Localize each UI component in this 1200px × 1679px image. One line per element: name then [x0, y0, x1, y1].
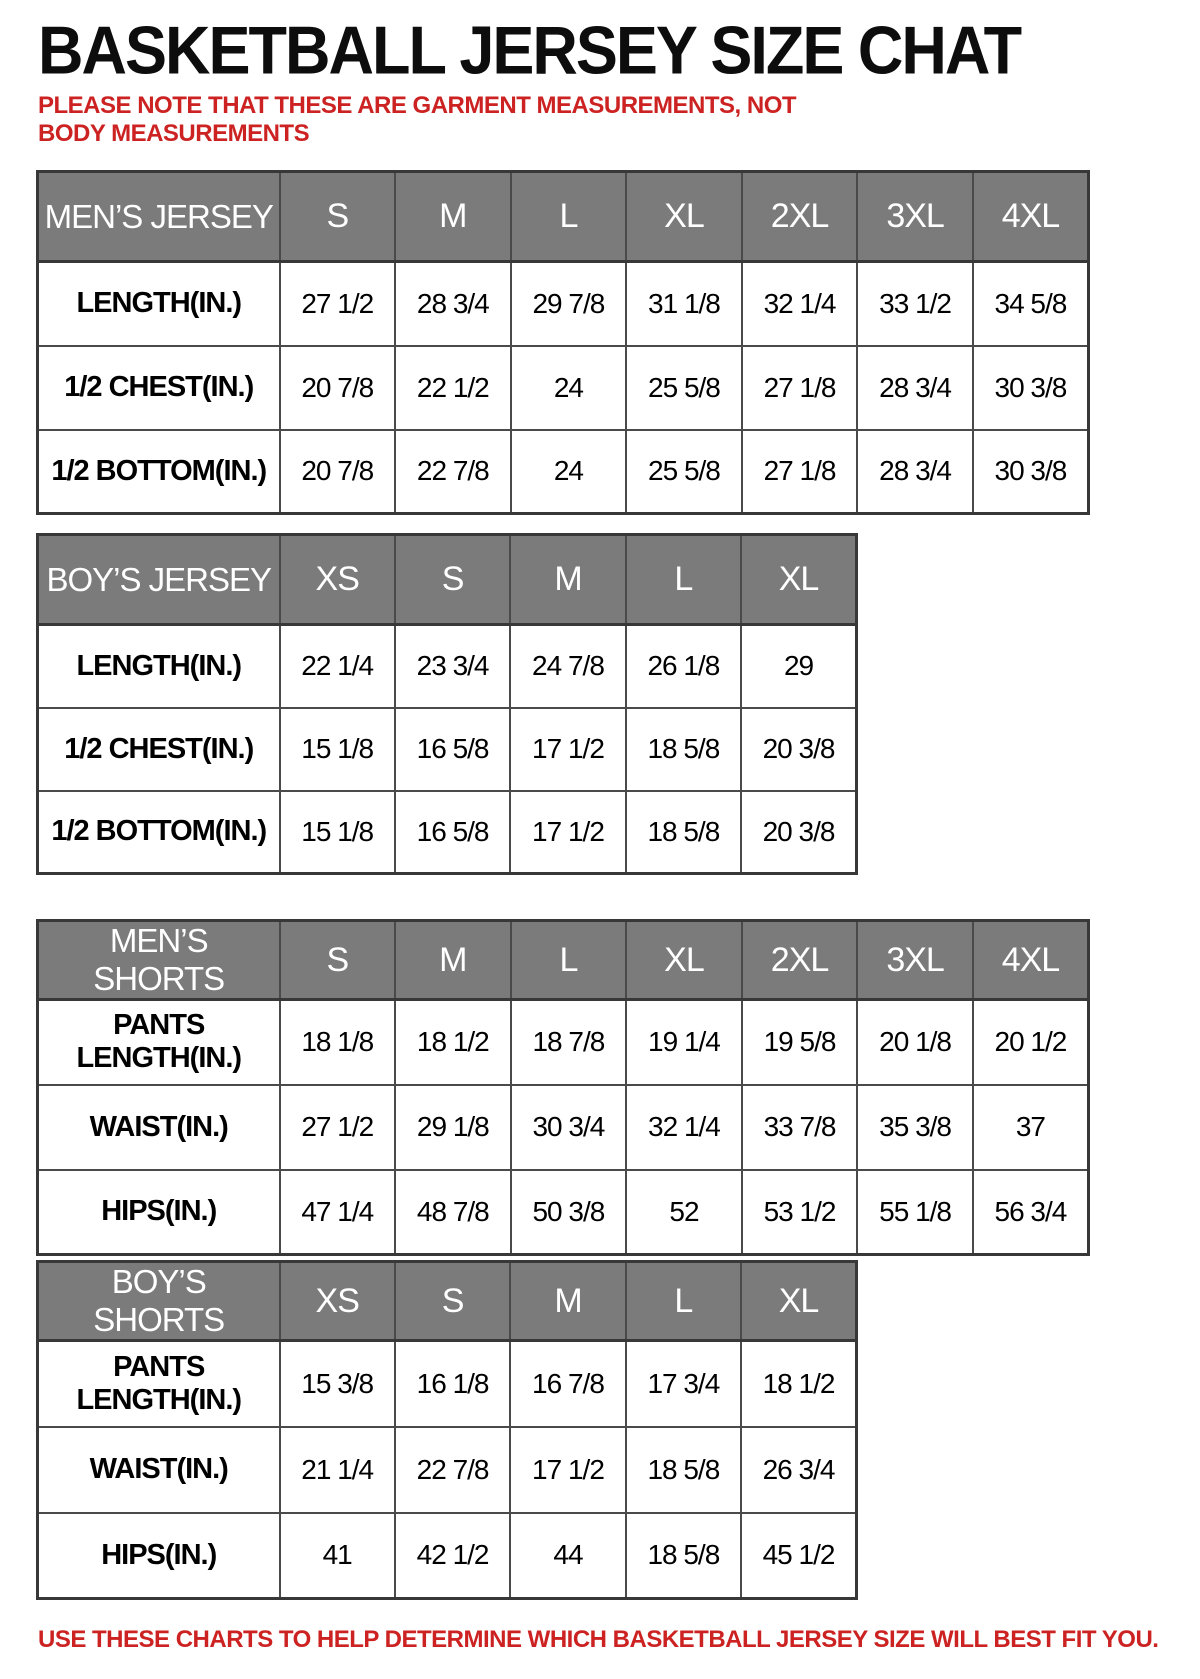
- row-label-cell: PANTS LENGTH(IN.): [38, 1000, 280, 1085]
- measurement-value-cell: 33 7/8: [742, 1085, 858, 1170]
- measurement-value-cell: 20 3/8: [741, 791, 856, 874]
- measurement-value-cell: 42 1/2: [395, 1513, 510, 1599]
- measurement-value-cell: 29: [741, 625, 856, 708]
- row-label-cell: 1/2 BOTTOM(IN.): [38, 791, 280, 874]
- size-header-cell: 3XL: [857, 921, 973, 1000]
- size-header-cell: XL: [741, 535, 856, 625]
- measurement-value-cell: 48 7/8: [395, 1170, 511, 1255]
- measurement-value-cell: 25 5/8: [626, 430, 742, 514]
- measurement-value-cell: 56 3/4: [973, 1170, 1089, 1255]
- measurement-value-cell: 27 1/2: [280, 262, 396, 346]
- measurement-value-cell: 53 1/2: [742, 1170, 858, 1255]
- mens-jersey-table: [36, 170, 1090, 515]
- measurement-row: [38, 791, 857, 874]
- size-header-cell: S: [395, 535, 510, 625]
- table-title-cell: BOY’S JERSEY: [38, 535, 280, 625]
- measurement-row: [38, 1000, 1089, 1085]
- measurement-row: [38, 346, 1089, 430]
- measurement-value-cell: 18 5/8: [626, 1513, 741, 1599]
- measurement-value-cell: 18 5/8: [626, 708, 741, 791]
- garment-measurement-note: PLEASE NOTE THAT THESE ARE GARMENT MEASUREMENTS, NOT BODY MEASUREMENTS: [38, 92, 797, 147]
- measurement-value-cell: 55 1/8: [857, 1170, 973, 1255]
- size-header-cell: M: [510, 1262, 625, 1341]
- row-label-cell: WAIST(IN.): [38, 1427, 280, 1513]
- measurement-value-cell: 44: [510, 1513, 625, 1599]
- measurement-value-cell: 27 1/8: [742, 346, 858, 430]
- table-title-cell: BOY’S SHORTS: [38, 1262, 280, 1341]
- size-header-cell: 4XL: [973, 172, 1089, 262]
- measurement-value-cell: 20 1/8: [857, 1000, 973, 1085]
- row-label-cell: HIPS(IN.): [38, 1170, 280, 1255]
- size-header-cell: XL: [626, 172, 742, 262]
- measurement-value-cell: 24 7/8: [510, 625, 625, 708]
- row-label-cell: LENGTH(IN.): [38, 625, 280, 708]
- measurement-value-cell: 15 1/8: [280, 708, 395, 791]
- row-label-cell: 1/2 CHEST(IN.): [38, 346, 280, 430]
- measurement-value-cell: 26 1/8: [626, 625, 741, 708]
- size-header-cell: L: [511, 172, 627, 262]
- measurement-value-cell: 22 7/8: [395, 430, 511, 514]
- fit-guidance-note: USE THESE CHARTS TO HELP DETERMINE WHICH BASKETBALL JERSEY SIZE WILL BEST FIT YOU.: [38, 1626, 1159, 1653]
- size-header-cell: XL: [626, 921, 742, 1000]
- measurement-value-cell: 25 5/8: [626, 346, 742, 430]
- measurement-value-cell: 15 3/8: [280, 1341, 395, 1427]
- size-header-cell: M: [395, 172, 511, 262]
- measurement-value-cell: 21 1/4: [280, 1427, 395, 1513]
- measurement-value-cell: 50 3/8: [511, 1170, 627, 1255]
- measurement-row: [38, 1341, 857, 1427]
- measurement-value-cell: 34 5/8: [973, 262, 1089, 346]
- table-title-cell: MEN’S SHORTS: [38, 921, 280, 1000]
- size-header-cell: 3XL: [857, 172, 973, 262]
- measurement-value-cell: 22 7/8: [395, 1427, 510, 1513]
- measurement-value-cell: 22 1/2: [395, 346, 511, 430]
- measurement-value-cell: 19 1/4: [626, 1000, 742, 1085]
- measurement-row: [38, 708, 857, 791]
- measurement-value-cell: 30 3/8: [973, 430, 1089, 514]
- measurement-row: [38, 1085, 1089, 1170]
- measurement-value-cell: 29 1/8: [395, 1085, 511, 1170]
- measurement-value-cell: 33 1/2: [857, 262, 973, 346]
- row-label-cell: 1/2 BOTTOM(IN.): [38, 430, 280, 514]
- measurement-value-cell: 17 1/2: [510, 708, 625, 791]
- size-header-cell: XS: [280, 1262, 395, 1341]
- measurement-row: [38, 1170, 1089, 1255]
- size-header-cell: M: [510, 535, 625, 625]
- measurement-value-cell: 31 1/8: [626, 262, 742, 346]
- measurement-value-cell: 47 1/4: [280, 1170, 396, 1255]
- measurement-value-cell: 27 1/8: [742, 430, 858, 514]
- measurement-value-cell: 18 1/2: [395, 1000, 511, 1085]
- measurement-value-cell: 35 3/8: [857, 1085, 973, 1170]
- row-label-cell: HIPS(IN.): [38, 1513, 280, 1599]
- measurement-value-cell: 16 5/8: [395, 791, 510, 874]
- measurement-value-cell: 26 3/4: [741, 1427, 856, 1513]
- measurement-value-cell: 18 5/8: [626, 791, 741, 874]
- row-label-cell: WAIST(IN.): [38, 1085, 280, 1170]
- size-header-cell: L: [626, 535, 741, 625]
- size-header-cell: XL: [741, 1262, 856, 1341]
- measurement-value-cell: 20 3/8: [741, 708, 856, 791]
- table-title-cell: MEN’S JERSEY: [38, 172, 280, 262]
- measurement-value-cell: 41: [280, 1513, 395, 1599]
- size-header-cell: 4XL: [973, 921, 1089, 1000]
- size-header-cell: XS: [280, 535, 395, 625]
- measurement-value-cell: 18 1/2: [741, 1341, 856, 1427]
- boys-shorts-table: [36, 1260, 858, 1600]
- measurement-value-cell: 52: [626, 1170, 742, 1255]
- size-header-cell: 2XL: [742, 921, 858, 1000]
- measurement-value-cell: 32 1/4: [626, 1085, 742, 1170]
- measurement-value-cell: 20 7/8: [280, 346, 396, 430]
- size-header-row: [38, 921, 1089, 1000]
- measurement-value-cell: 16 5/8: [395, 708, 510, 791]
- measurement-value-cell: 37: [973, 1085, 1089, 1170]
- measurement-value-cell: 23 3/4: [395, 625, 510, 708]
- size-header-cell: S: [280, 172, 396, 262]
- row-label-cell: PANTS LENGTH(IN.): [38, 1341, 280, 1427]
- measurement-value-cell: 45 1/2: [741, 1513, 856, 1599]
- mens-shorts-table: [36, 919, 1090, 1256]
- size-header-cell: 2XL: [742, 172, 858, 262]
- measurement-row: [38, 1513, 857, 1599]
- row-label-cell: LENGTH(IN.): [38, 262, 280, 346]
- measurement-value-cell: 28 3/4: [857, 430, 973, 514]
- page-title: BASKETBALL JERSEY SIZE CHAT: [38, 13, 1021, 89]
- measurement-value-cell: 18 5/8: [626, 1427, 741, 1513]
- measurement-value-cell: 29 7/8: [511, 262, 627, 346]
- measurement-value-cell: 32 1/4: [742, 262, 858, 346]
- measurement-value-cell: 24: [511, 346, 627, 430]
- measurement-value-cell: 16 7/8: [510, 1341, 625, 1427]
- measurement-value-cell: 17 3/4: [626, 1341, 741, 1427]
- size-header-cell: S: [395, 1262, 510, 1341]
- measurement-value-cell: 20 1/2: [973, 1000, 1089, 1085]
- measurement-value-cell: 28 3/4: [857, 346, 973, 430]
- measurement-value-cell: 17 1/2: [510, 1427, 625, 1513]
- size-header-cell: L: [511, 921, 627, 1000]
- measurement-value-cell: 20 7/8: [280, 430, 396, 514]
- measurement-value-cell: 28 3/4: [395, 262, 511, 346]
- measurement-value-cell: 22 1/4: [280, 625, 395, 708]
- size-header-row: [38, 535, 857, 625]
- size-header-row: [38, 1262, 857, 1341]
- size-header-cell: M: [395, 921, 511, 1000]
- measurement-row: [38, 1427, 857, 1513]
- measurement-value-cell: 27 1/2: [280, 1085, 396, 1170]
- measurement-value-cell: 18 1/8: [280, 1000, 396, 1085]
- measurement-value-cell: 16 1/8: [395, 1341, 510, 1427]
- measurement-row: [38, 625, 857, 708]
- size-header-cell: L: [626, 1262, 741, 1341]
- row-label-cell: 1/2 CHEST(IN.): [38, 708, 280, 791]
- boys-jersey-table: [36, 533, 858, 875]
- measurement-value-cell: 17 1/2: [510, 791, 625, 874]
- measurement-value-cell: 30 3/8: [973, 346, 1089, 430]
- measurement-row: [38, 262, 1089, 346]
- measurement-value-cell: 30 3/4: [511, 1085, 627, 1170]
- size-header-row: [38, 172, 1089, 262]
- measurement-value-cell: 15 1/8: [280, 791, 395, 874]
- size-header-cell: S: [280, 921, 396, 1000]
- measurement-value-cell: 19 5/8: [742, 1000, 858, 1085]
- measurement-value-cell: 18 7/8: [511, 1000, 627, 1085]
- measurement-value-cell: 24: [511, 430, 627, 514]
- measurement-row: [38, 430, 1089, 514]
